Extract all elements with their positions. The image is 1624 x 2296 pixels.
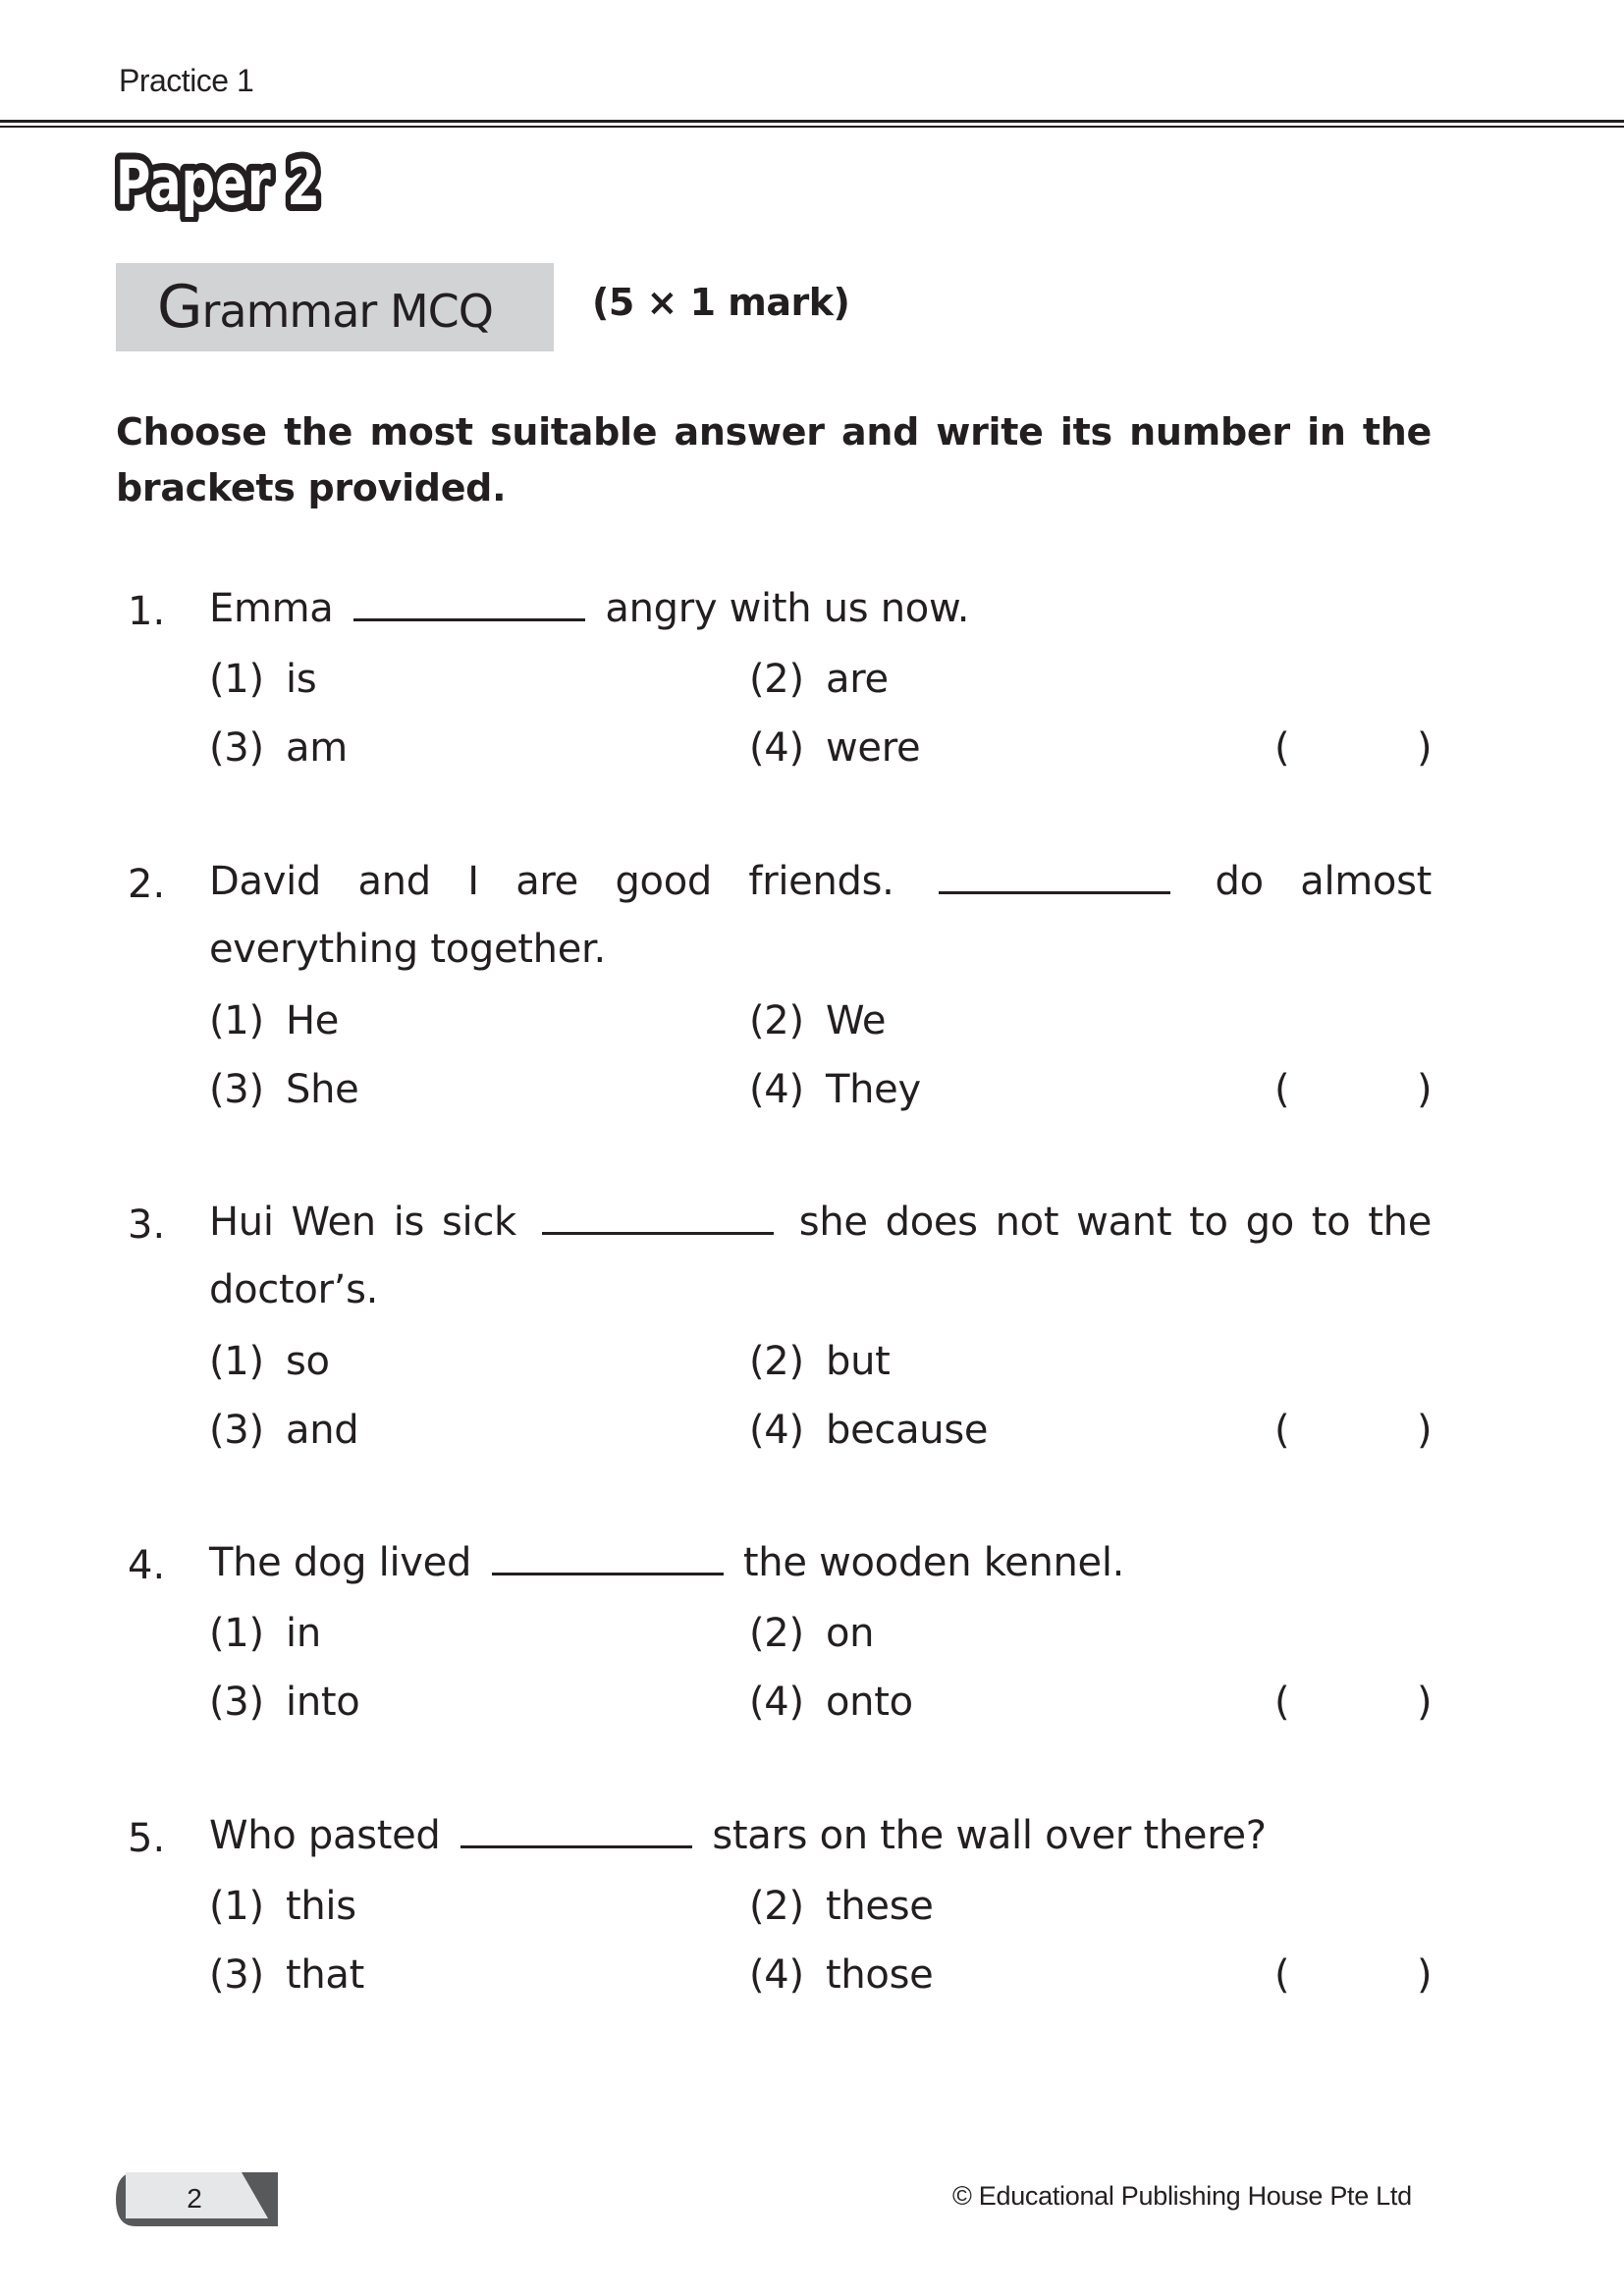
question-stem xyxy=(209,1529,1432,1597)
answer-blank[interactable] xyxy=(542,1204,774,1235)
option-label: (1) xyxy=(209,998,264,1043)
open-bracket: ( xyxy=(1274,1952,1290,1998)
paper-label-outline: Paper 2 xyxy=(116,147,320,219)
stem-text-after: stars on the wall over there? xyxy=(712,1813,1267,1858)
answer-blank[interactable] xyxy=(939,864,1170,894)
option-3[interactable] xyxy=(209,1408,358,1453)
option-label: (1) xyxy=(209,1884,264,1929)
option-label: (4) xyxy=(749,1408,804,1453)
option-text: and xyxy=(286,1408,359,1453)
option-label: (4) xyxy=(749,1067,804,1112)
option-text: They xyxy=(826,1067,921,1112)
option-label: (3) xyxy=(209,1952,264,1998)
option-label: (2) xyxy=(749,657,804,702)
option-text: is xyxy=(286,657,317,702)
option-label: (3) xyxy=(209,1680,264,1725)
option-text: so xyxy=(286,1339,330,1384)
option-label: (4) xyxy=(749,1952,804,1998)
stem-text-before: Hui Wen is sick xyxy=(209,1200,516,1245)
option-2[interactable] xyxy=(749,1339,891,1384)
stem-text-before: Who pasted xyxy=(209,1813,441,1858)
stem-text-before: The dog lived xyxy=(209,1540,472,1585)
option-label: (1) xyxy=(209,1339,264,1384)
option-3[interactable] xyxy=(209,725,348,771)
close-bracket: ) xyxy=(1417,1680,1433,1725)
instructions: Choose the most suitable answer and write its number in the brackets provided. xyxy=(116,410,1432,509)
option-label: (1) xyxy=(209,1611,264,1656)
option-1[interactable] xyxy=(209,998,339,1043)
page-number-tab xyxy=(116,2172,278,2226)
stem-text-after: the wooden kennel. xyxy=(742,1540,1125,1585)
stem-text-after: angry with us now. xyxy=(605,586,970,631)
option-text: because xyxy=(826,1408,989,1453)
option-text: on xyxy=(826,1611,875,1656)
close-bracket: ) xyxy=(1417,1408,1433,1453)
stem-text-after: do almost everything together. xyxy=(209,859,1433,972)
option-4[interactable] xyxy=(749,1408,988,1453)
close-bracket: ) xyxy=(1417,1067,1433,1112)
header-rule-bottom xyxy=(0,126,1624,128)
option-label: (3) xyxy=(209,725,264,771)
option-2[interactable] xyxy=(749,1884,934,1929)
running-head: Practice 1 xyxy=(119,63,254,98)
option-label: (3) xyxy=(209,1067,264,1112)
section-title-initial: G xyxy=(157,273,202,342)
option-label: (3) xyxy=(209,1408,264,1453)
answer-blank[interactable] xyxy=(353,591,585,621)
paper-label-graphic xyxy=(108,143,334,222)
option-label: (2) xyxy=(749,1611,804,1656)
option-label: (1) xyxy=(209,657,264,702)
open-bracket: ( xyxy=(1274,725,1290,771)
question-stem xyxy=(209,575,1432,643)
open-bracket: ( xyxy=(1274,1680,1290,1725)
option-3[interactable] xyxy=(209,1680,359,1725)
question-stem xyxy=(209,1189,1432,1324)
answer-blank[interactable] xyxy=(460,1818,692,1848)
option-text: these xyxy=(826,1884,934,1929)
question-stem xyxy=(209,1802,1432,1870)
option-4[interactable] xyxy=(749,1680,913,1725)
option-text: We xyxy=(826,998,887,1043)
option-text: in xyxy=(286,1611,321,1656)
section-title-box xyxy=(116,263,554,351)
stem-text-before: David and I are good friends. xyxy=(209,859,894,904)
stem-text-after: she does not want to go to the doctor’s. xyxy=(209,1200,1432,1312)
question-number: 1. xyxy=(128,589,166,634)
header-rule-top xyxy=(0,120,1624,123)
option-text: this xyxy=(286,1884,356,1929)
page-number: 2 xyxy=(187,2183,202,2214)
option-label: (4) xyxy=(749,1680,804,1725)
paper-label-text: Paper 2 xyxy=(116,147,320,219)
option-3[interactable] xyxy=(209,1952,364,1998)
section-title xyxy=(157,273,493,342)
option-4[interactable] xyxy=(749,725,920,771)
question-number: 4. xyxy=(128,1543,166,1588)
option-text: that xyxy=(286,1952,365,1998)
open-bracket: ( xyxy=(1274,1067,1290,1112)
option-text: am xyxy=(286,725,348,771)
option-2[interactable] xyxy=(749,1611,874,1656)
option-2[interactable] xyxy=(749,998,886,1043)
section-marks: (5 × 1 mark) xyxy=(592,281,850,324)
paper-label-logo xyxy=(108,143,334,226)
close-bracket: ) xyxy=(1417,725,1433,771)
question-number: 2. xyxy=(128,862,166,907)
option-2[interactable] xyxy=(749,657,889,702)
option-4[interactable] xyxy=(749,1067,921,1112)
option-label: (2) xyxy=(749,998,804,1043)
option-label: (4) xyxy=(749,725,804,771)
question-number: 3. xyxy=(128,1202,166,1248)
answer-blank[interactable] xyxy=(492,1545,724,1575)
option-3[interactable] xyxy=(209,1067,358,1112)
option-4[interactable] xyxy=(749,1952,933,1998)
open-bracket: ( xyxy=(1274,1408,1290,1453)
option-text: She xyxy=(286,1067,359,1112)
close-bracket: ) xyxy=(1417,1952,1433,1998)
question-number: 5. xyxy=(128,1816,166,1861)
section-title-rest: rammar MCQ xyxy=(201,285,493,338)
option-label: (2) xyxy=(749,1884,804,1929)
copyright-notice: © Educational Publishing House Pte Ltd xyxy=(952,2181,1412,2211)
option-text: were xyxy=(826,725,921,771)
option-text: He xyxy=(286,998,340,1043)
option-1[interactable] xyxy=(209,1611,321,1656)
option-1[interactable] xyxy=(209,657,316,702)
option-text: but xyxy=(826,1339,891,1384)
question-stem xyxy=(209,848,1432,984)
option-text: into xyxy=(286,1680,360,1725)
option-1[interactable] xyxy=(209,1884,356,1929)
option-text: those xyxy=(826,1952,934,1998)
option-label: (2) xyxy=(749,1339,804,1384)
option-1[interactable] xyxy=(209,1339,330,1384)
stem-text-before: Emma xyxy=(209,586,334,631)
option-text: are xyxy=(826,657,889,702)
option-text: onto xyxy=(826,1680,913,1725)
